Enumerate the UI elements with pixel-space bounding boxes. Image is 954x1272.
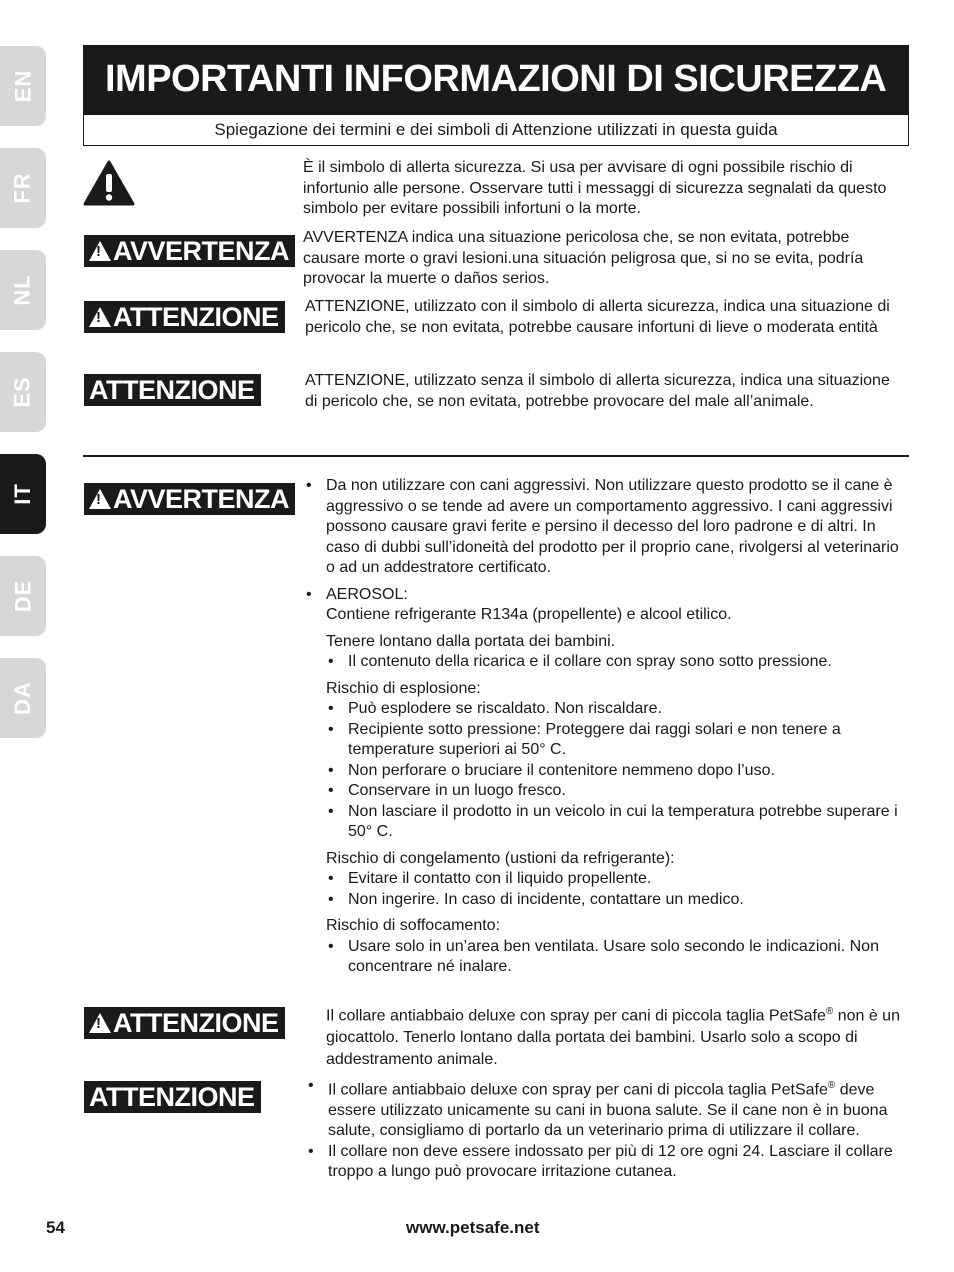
attenzione-symbol-definition: ATTENZIONE, utilizzato con il simbolo di allerta sicurezza, indica una situazione di pericolo che, se non evitata, potrebbe causare infortuni di lieve o moderata entità (305, 298, 890, 336)
freeze-title: Rischio di congelamento (ustioni da refrigerante): (326, 849, 675, 867)
warning-icon (89, 241, 111, 261)
tab-en[interactable] (0, 46, 46, 126)
signal-attenzione-plain (84, 1081, 261, 1113)
footer-url[interactable]: www.petsafe.net (406, 1218, 540, 1237)
tab-it[interactable] (0, 454, 46, 534)
list-item: • Non perforare o bruciare il contenitore nemmeno dopo l’uso. (326, 761, 904, 782)
keep-away-title: Tenere lontano dalla portata dei bambini. (326, 632, 616, 650)
tab-de[interactable] (0, 556, 46, 636)
explosion-title: Rischio di esplosione: (326, 679, 481, 697)
aerosol-contents: Contiene refrigerante R134a (propellente) e alcool etilico. (326, 606, 732, 623)
alert-triangle-icon (83, 160, 135, 206)
tab-da[interactable] (0, 658, 46, 738)
caution-text: non è un giocattolo. Tenerlo lontano dalla portata dei bambini. Usarlo solo a scopo di addestramento animale. (326, 1007, 900, 1069)
list-item: • Usare solo in un’area ben ventilata. Usare solo secondo le indicazioni. Non concentrare né inalare. (326, 937, 904, 978)
page-title: IMPORTANTI INFORMAZIONI DI SICUREZZA (105, 58, 887, 100)
signal-attenzione-symbol (84, 1007, 285, 1039)
attenzione-plain-definition: ATTENZIONE, utilizzato senza il simbolo di allerta sicurezza, indica una situazione di pericolo che, se non evitata, potrebbe provocare del male all’animale. (305, 372, 890, 410)
caution-plain-content (306, 1076, 904, 1183)
signal-label: ATTENZIONE (89, 1081, 255, 1112)
tab-es[interactable] (0, 352, 46, 432)
signal-label: ATTENZIONE (89, 374, 255, 405)
signal-avvertenza (84, 483, 295, 515)
signal-label: AVVERTENZA (113, 235, 290, 266)
aerosol-title: • AEROSOL: (326, 585, 408, 603)
caution-text: Il collare antiabbaio deluxe con spray per cani di piccola taglia PetSafe (326, 1007, 826, 1025)
tab-label: DA (10, 681, 35, 715)
signal-attenzione-symbol (84, 301, 285, 333)
tab-label: IT (10, 483, 35, 505)
list-item: • Da non utilizzare con cani aggressivi. Non utilizzare questo prodotto se il cane è aggressivo o se tende ad avere un comportamento aggressivo. I cani aggressivi possono causare gravi ferite e persino il decesso del loro padrone e di altri. In caso di dubbi sull’idoneità del prodotto per il proprio cane, rivolgersi al veterinario o ad un addestratore certificato. (304, 476, 904, 579)
signal-avvertenza (84, 235, 295, 267)
section-divider (83, 455, 909, 457)
avvertenza-definition: AVVERTENZA indica una situazione pericolosa che, se non evitata, potrebbe causare morte o gravi lesioni.una situación peligrosa que, si no se evita, podría provocar la muerte o daños serios. (303, 229, 864, 287)
page-number: 54 (46, 1218, 65, 1237)
warning-icon (89, 307, 111, 327)
page-subtitle: Spiegazione dei termini e dei simboli di Attenzione utilizzati in questa guida (83, 114, 909, 146)
signal-label: ATTENZIONE (113, 301, 279, 332)
registered-mark: ® (825, 1006, 834, 1017)
signal-label: AVVERTENZA (113, 483, 290, 514)
tab-label: NL (9, 274, 35, 306)
list-item: • Il collare non deve essere indossato per più di 12 ore ogni 24. Lasciare il collare troppo a lungo può provocare irritazione cutanea. (306, 1142, 904, 1183)
list-item: • Non ingerire. In caso di incidente, contattare un medico. (326, 890, 904, 911)
list-item (306, 1076, 904, 1142)
tab-label: ES (9, 376, 35, 408)
list-item: • Evitare il contatto con il liquido propellente. (326, 869, 904, 890)
list-item: • Recipiente sotto pressione: Proteggere dai raggi solari e non tenere a temperature superiori ai 50° C. (326, 720, 904, 761)
list-item: • Può esplodere se riscaldato. Non riscaldare. (326, 699, 904, 720)
signal-attenzione-plain (84, 374, 261, 406)
signal-label: ATTENZIONE (113, 1007, 279, 1038)
title-bar (83, 45, 909, 114)
caution-text: Il collare antiabbaio deluxe con spray per cani di piccola taglia PetSafe (328, 1081, 828, 1099)
tab-nl[interactable] (0, 250, 46, 330)
warning-content (304, 476, 904, 978)
tab-label: DE (10, 579, 35, 613)
caution-symbol-text (326, 1001, 904, 1071)
list-item: • Il contenuto della ricarica e il collare con spray sono sotto pressione. (326, 652, 904, 673)
list-item (304, 585, 904, 978)
list-item: • Conservare in un luogo fresco. (326, 781, 904, 802)
tab-label: FR (9, 172, 35, 204)
warning-icon (89, 489, 111, 509)
warning-icon (89, 1013, 111, 1033)
alert-symbol-text: È il simbolo di allerta sicurezza. Si usa per avvisare di ogni possibile rischio di infortunio alle persone. Osservare tutti i messaggi di sicurezza segnalati da questo simbolo per evitare possibili infortuni o la morte. (303, 159, 887, 217)
tab-fr[interactable] (0, 148, 46, 228)
tab-label: EN (10, 69, 35, 103)
suffocation-title: Rischio di soffocamento: (326, 917, 501, 934)
registered-mark: ® (827, 1080, 836, 1091)
caution-text: deve essere utilizzato unicamente su cani in buona salute. Se il cane non è in buona salute, consigliamo di portarlo da un veterinario prima di utilizzare il collare. (328, 1081, 888, 1140)
list-item: • Non lasciare il prodotto in un veicolo in cui la temperatura potrebbe superare i 50° C. (326, 802, 904, 843)
